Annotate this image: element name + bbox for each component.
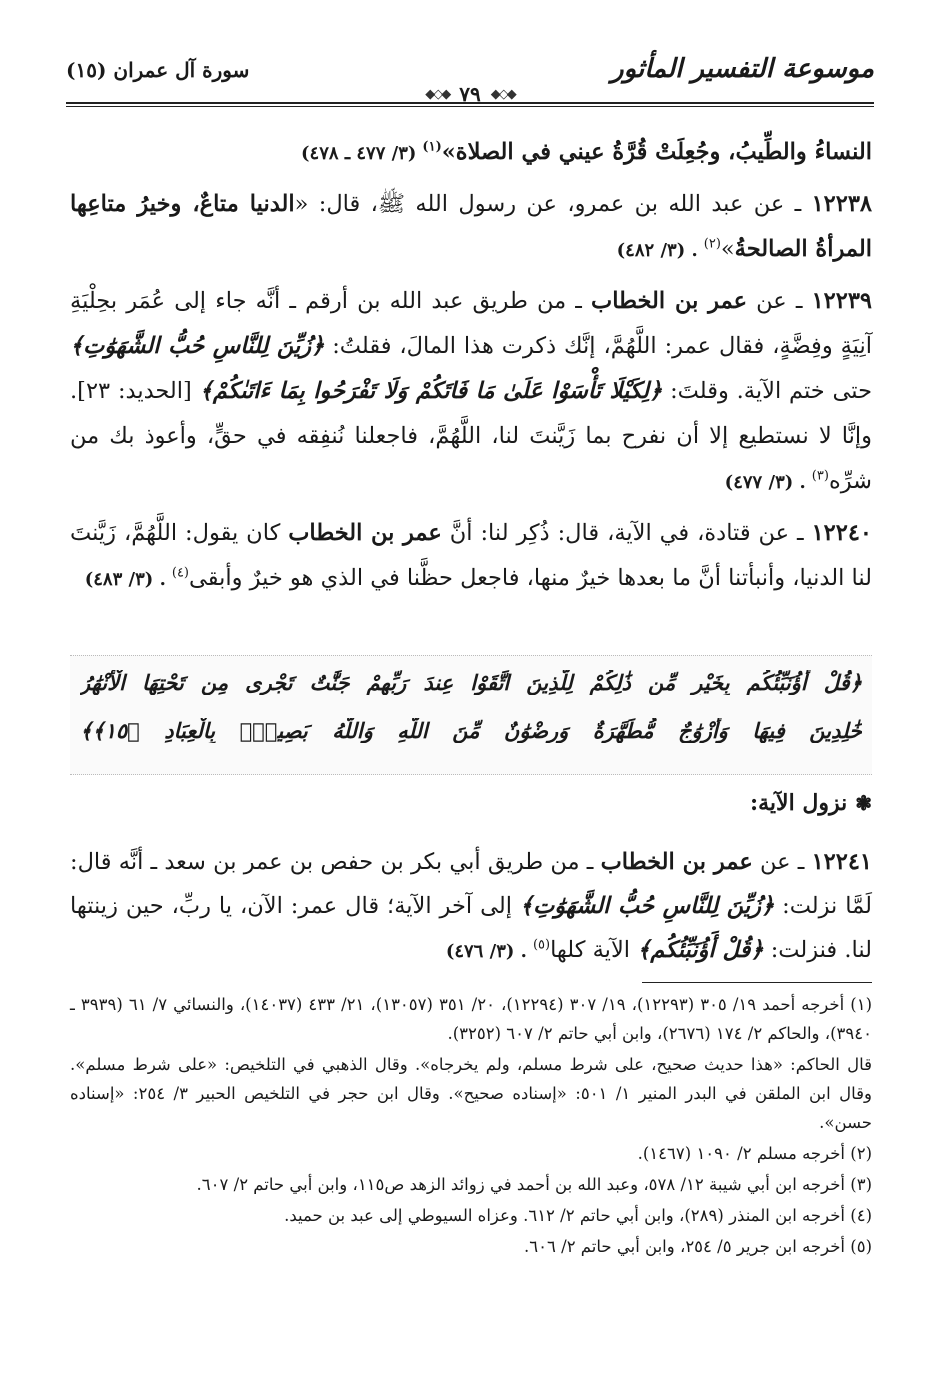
paragraph (70, 182, 872, 273)
footnote-marker: (٣) (811, 468, 829, 484)
paragraph (70, 130, 872, 176)
reference: . (٣/ ٤٨٢) (616, 240, 698, 261)
hadith-text: ـ عن عبد الله بن عمرو، عن رسول الله ﷺ، قال: « (294, 191, 812, 217)
header-rule-thin (66, 106, 874, 107)
paragraph (70, 840, 872, 974)
surah-title: سورة آل عمران (١٥) (66, 58, 250, 82)
hadith-text: حتى ختم الآية. وقلتَ: (662, 378, 872, 404)
footnote: (٢) أخرجه مسلم ٢/ ١٠٩٠ (١٤٦٧). (637, 1144, 872, 1163)
reference: . (٣/ ٤٧٧) (724, 472, 806, 493)
verse-line: ﴿قُلْ أَؤُنَبِّئُكُم بِخَيْرٍ مِّن ذَٰلِكُمْ لِلَّذِينَ اتَّقَوْا عِندَ رَبِّهِمْ جَنَّٰتٌ تَجْرِى مِن تَحْتِهَا الْأَنْهَٰرُ (80, 670, 862, 695)
footnote: (٣) أخرجه ابن أبي شيبة ١٢/ ٥٧٨، وعبد الله بن أحمد في زوائد الزهد ص١١٥، وابن أبي حاتم ٢/ ٦٠٧. (196, 1175, 872, 1194)
footnote-marker: (٢) (703, 236, 721, 252)
hadith-text: ـ من طريق أبي بكر بن حفص بن عمر بن سعد ـ أنَّه قال: لَمَّا نزلت: (70, 849, 872, 919)
hadith-text: كان يقول: اللَّهُمَّ، زَيَّنتَ لنا الدنيا، وأنبأتنا أنَّ ما بعدها خيرٌ منها، فاجعل حظَّنا في الذي هو خيرٌ وأبقى (70, 520, 872, 591)
ornament-icon: ◆◇◆ (490, 86, 515, 102)
quran-quote: ﴿زُيِّنَ لِلنَّاسِ حُبُّ الشَّهَوَٰتِ﴾ (70, 333, 325, 359)
reference: . (٣/ ٤٨٣) (84, 569, 166, 590)
hadith-text: الآية كلها (550, 937, 638, 963)
hadith-number: ١٢٢٤٠ (811, 520, 872, 546)
hadith-text: » (720, 236, 735, 262)
paragraph (70, 511, 872, 602)
hadith-text: ـ عن قتادة، في الآية، قال: ذُكِر لنا: أنَّ (441, 520, 812, 546)
quran-quote: ﴿قُلْ أَؤُنَبِّئُكُم﴾ (637, 937, 764, 963)
hadith-text: ـ عن (752, 849, 812, 875)
narrator-name: عمر بن الخطاب (288, 520, 442, 546)
verse-line: خَٰلِدِينَ فِيهَا وَأَزْوَٰجٌ مُّطَهَّرَةٌ وَرِضْوَٰنٌ مِّنَ اللَّهِ وَاللَّهُ بَصِيرٌۢ بِالْعِبَادِ ﴿١٥﴾﴾ (80, 718, 862, 743)
hadith-text: ـ من طريق عبد الله بن أرقم ـ أنَّه جاء إلى عُمَر بحِلْيَةِ آنِيَةٍ وفِضَّةٍ، فقال عمر: اللَّهُمَّ، إنَّك ذكرت هذا المالَ، فقلتُ: (70, 288, 872, 359)
paragraph (70, 279, 872, 505)
footnotes (70, 990, 872, 1263)
book-title: موسوعة التفسير المأثور (611, 54, 874, 84)
hadith-text: [الحديد: ٢٣]. وإنَّا لا نستطيع إلا أن نفرح بما زَيَّنتَ لنا، اللَّهُمَّ، فاجعلنا نُنفِقه في حقٍّ، وأعوذ بك من شرِّه (70, 378, 872, 494)
section-heading (750, 790, 872, 816)
narrator-name: عمر بن الخطاب (600, 849, 753, 875)
footnote-marker: (٤) (171, 565, 189, 581)
page-header (66, 50, 874, 106)
flower-icon: ❃ (855, 791, 872, 815)
hadith-number: ١٢٢٤١ (811, 849, 872, 875)
footnote-marker: (٥) (532, 937, 551, 953)
footnote: قال الحاكم: «هذا حديث صحيح، على شرط مسلم، ولم يخرجاه». وقال الذهبي في التلخيص: «على شرط مسلم». وقال ابن الملقن في البدر المنير ١/ ٥٠١: «إسناده صحيح». وقال ابن حجر في التلخيص الحبير ٣/ ٢٥٤: «إسناده حسن». (70, 1055, 872, 1132)
hadith-text: إلى آخر الآية؛ قال عمر: الآن، يا ربِّ، حين زينتها لنا. فنزلت: (70, 893, 872, 963)
quran-quote: ﴿لِكَيْلَا تَأْسَوْا عَلَىٰ مَا فَاتَكُمْ وَلَا تَفْرَحُوا بِمَا ءَاتَىٰكُمْ﴾ (199, 378, 663, 404)
section-title: نزول الآية: (750, 790, 848, 816)
reference: . (٣/ ٤٧٦) (445, 941, 527, 962)
footnote: (٥) أخرجه ابن جرير ٥/ ٢٥٤، وابن أبي حاتم ٢/ ٦٠٦. (524, 1237, 872, 1256)
hadith-number: ١٢٢٣٩ (811, 288, 872, 314)
main-text (70, 130, 872, 608)
footnote: (١) أخرجه أحمد ١٩/ ٣٠٥ (١٢٢٩٣)، ١٩/ ٣٠٧ (١٢٢٩٤)، ٢٠/ ٣٥١ (١٣٠٥٧)، ٢١/ ٤٣٣ (١٤٠٣٧)، والنسائي ٧/ ٦١ (٣٩٣٩ ـ ٣٩٤٠)، والحاكم ٢/ ١٧٤ (٢٦٧٦)، وابن أبي حاتم ٢/ ٦٠٧ (٣٢٥٢). (70, 995, 872, 1043)
hadith-text: النساءُ والطِّيبُ، وجُعِلَتْ قُرَّةُ عيني في الصلاة» (441, 139, 872, 165)
main-text-2 (70, 840, 872, 974)
verse-box (70, 655, 872, 775)
quran-quote: ﴿زُيِّنَ لِلنَّاسِ حُبُّ الشَّهَوَٰتِ﴾ (519, 893, 775, 919)
footnote: (٤) أخرجه ابن المنذر (٢٨٩)، وابن أبي حاتم ٢/ ٦١٢. وعزاه السيوطي إلى عبد بن حميد. (284, 1206, 872, 1225)
narrator-name: عمر بن الخطاب (591, 288, 748, 314)
hadith-text: ـ عن (747, 288, 812, 314)
hadith-bold-text: الدنيا متاعٌ، وخيرُ متاعِها المرأةُ الصالحةُ (70, 191, 872, 262)
footnote-rule (642, 982, 872, 983)
footnote-marker: (١) (422, 139, 442, 155)
ornament-icon: ◆◇◆ (425, 86, 450, 102)
reference: (٣/ ٤٧٧ ـ ٤٧٨) (301, 143, 417, 164)
page-number: ٧٩ (459, 82, 481, 106)
hadith-number: ١٢٢٣٨ (811, 191, 872, 217)
header-rule (66, 102, 874, 104)
